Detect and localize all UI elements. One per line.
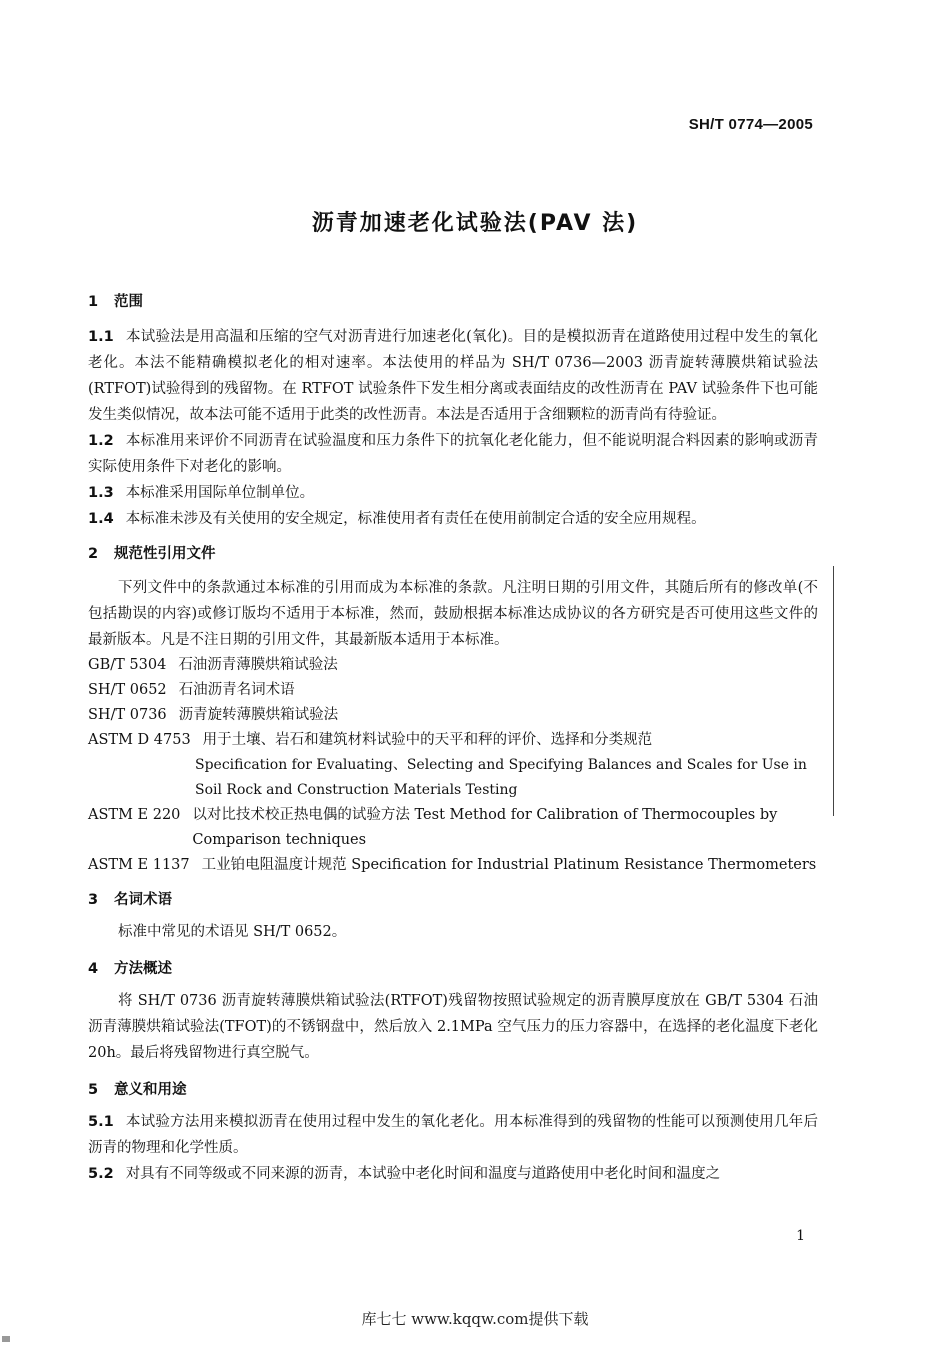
section-heading-3: 3 名词术语 <box>88 892 172 908</box>
reference-item: SH/T 0652 石油沥青名词术语 <box>88 682 295 698</box>
clause-5-2: 5.2 对具有不同等级或不同来源的沥青，本试验中老化时间和温度与道路使用中老化时间和温度之 <box>88 1166 721 1182</box>
clause-1-2: 1.2 本标准用来评价不同沥青在试验温度和压力条件下的抗氧化老化能力，但不能说明混合料因素的影响或沥青实际使用条件下对老化的影响。 <box>88 433 818 475</box>
references-intro: 下列文件中的条款通过本标准的引用而成为本标准的条款。凡注明日期的引用文件，其随后所有的修改单(不包括勘误的内容)或修订版均不适用于本标准，然而，鼓励根据本标准达成协议的各方研究是否可使用这些文件的最新版本。凡是不注日期的引用文件，其最新版本适用于本标准。 <box>88 580 818 648</box>
reference-item: GB/T 5304 石油沥青薄膜烘箱试验法 <box>88 657 338 673</box>
section-heading-1: 1 范围 <box>88 294 143 310</box>
section-heading-4: 4 方法概述 <box>88 961 172 977</box>
page-number: 1 <box>796 1228 805 1244</box>
clause-1-3: 1.3 本标准采用国际单位制单位。 <box>88 485 315 501</box>
method-summary-paragraph: 将 SH/T 0736 沥青旋转薄膜烘箱试验法(RTFOT)残留物按照试验规定的沥青膜厚度放在 GB/T 5304 石油沥青薄膜烘箱试验法(TFOT)的不锈钢盘中，然后放入 2.1MPa 空气压力的压力容器中，在选择的老化温度下老化 20h。最后将残留物进行真空脱气。 <box>88 993 818 1061</box>
clause-1-1: 1.1 本试验法是用高温和压缩的空气对沥青进行加速老化(氧化)。目的是模拟沥青在道路使用过程中发生的氧化老化。本法不能精确模拟老化的相对速率。本法使用的样品为 SH/T 0736—2003 沥青旋转薄膜烘箱试验法(RTFOT)试验得到的残留物。在 RTFOT 试验条件下发生相分离或表面结皮的改性沥青在 PAV 试验条件下也可能发生类似情况，故本法可能不适用于此类的改性沥青。本法是否适用于含细颗粒的沥青尚有待验证。 <box>88 329 818 423</box>
reference-english-title: Specification for Evaluating、Selecting and Specifying Balances and Scales for Use in Soil Rock and Construction Materials Testing <box>195 757 807 798</box>
standard-number: SH/T 0774—2005 <box>688 116 813 133</box>
document-title: 沥青加速老化试验法(PAV 法) <box>311 211 639 236</box>
clause-1-4: 1.4 本标准未涉及有关使用的安全规定，标准使用者有责任在使用前制定合适的安全应用规程。 <box>88 511 706 527</box>
reference-item: SH/T 0736 沥青旋转薄膜烘箱试验法 <box>88 707 339 723</box>
reference-item: ASTM E 220 以对比技术校正热电偶的试验方法 Test Method for Calibration of Thermocouples by Comparison techniques <box>88 807 778 848</box>
terms-paragraph: 标准中常见的术语见 SH/T 0652。 <box>118 924 347 940</box>
section-heading-2: 2 规范性引用文件 <box>88 546 216 562</box>
reference-item: ASTM E 1137 工业铂电阻温度计规范 Specification for Industrial Platinum Resistance Thermometers <box>88 857 817 873</box>
section-heading-5: 5 意义和用途 <box>88 1082 187 1098</box>
document-body <box>88 290 818 1187</box>
download-footer: 库七七 www.kqqw.com提供下载 <box>361 1310 589 1328</box>
reference-item: ASTM D 4753 用于土壤、岩石和建筑材料试验中的天平和秤的评价、选择和分类规范 <box>88 732 653 748</box>
clause-5-1: 5.1 本试验方法用来模拟沥青在使用过程中发生的氧化老化。用本标准得到的残留物的性能可以预测使用几年后沥青的物理和化学性质。 <box>88 1114 818 1156</box>
scan-edge-line <box>833 566 834 816</box>
scan-edge-mark <box>2 1336 10 1342</box>
